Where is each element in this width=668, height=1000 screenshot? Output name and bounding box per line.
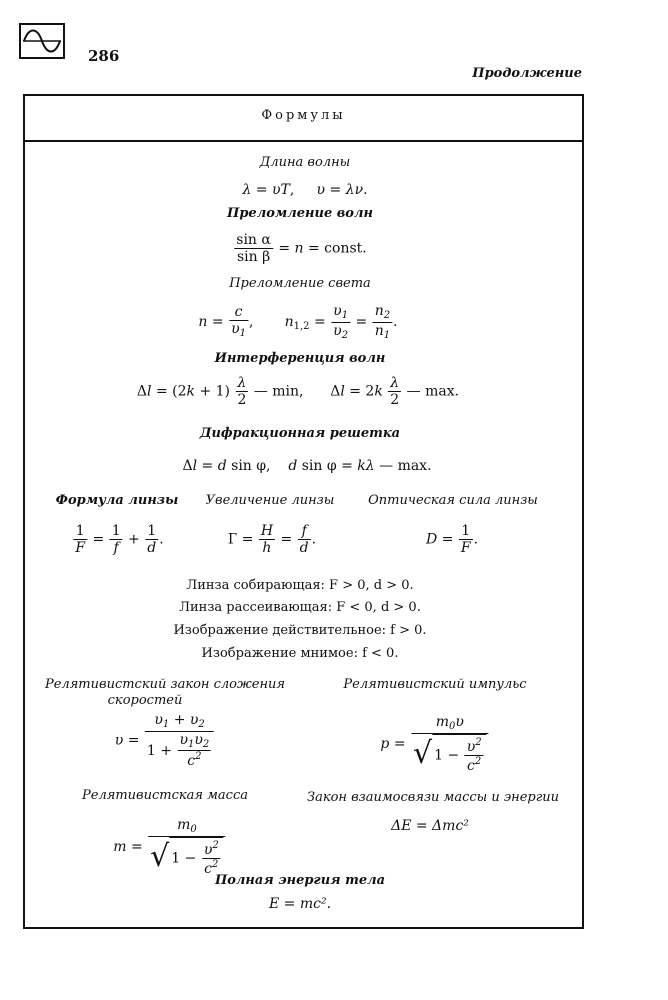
formula-rel-mass: m = $m_0$ √ 1 − $\frac{\upsilon^2}{c^2}$ <box>113 817 226 877</box>
heading-rel-momentum: Релятивистский импульс <box>343 677 527 692</box>
lens-statement: Линза рассеивающая: F < 0, d > 0. <box>179 600 421 615</box>
lens-statement: Линза собирающая: F > 0, d > 0. <box>186 578 414 593</box>
heading-wave-refraction: Преломление волн <box>227 206 373 221</box>
heading-rel-velocity-cont: скоростей <box>107 693 183 708</box>
lens-statement: Изображение мнимое: f < 0. <box>201 646 399 661</box>
heading-lens-formula: Формула линзы <box>55 493 179 508</box>
heading-grating: Дифракционная решетка <box>199 426 401 441</box>
lens-statement: Изображение действительное: f > 0. <box>173 623 427 638</box>
formula-magnification: Г = $\frac{H}{h}$ = $\frac{f}{d}$ . <box>227 523 317 557</box>
continued-label: Продолжение <box>472 66 582 81</box>
heading-interference: Интерференция волн <box>214 351 386 366</box>
formula-grating: Δl = d sin φ, d sin φ = kλ — max. <box>182 458 432 474</box>
formula-mass-energy: ΔE = Δmc² <box>391 818 469 834</box>
formula-optical-power: D = $\frac{1}{F}$ . <box>425 523 479 557</box>
heading-optical-power: Оптическая сила линзы <box>368 493 538 508</box>
heading-magnification: Увеличение линзы <box>205 493 335 508</box>
formula-wave-refraction: $\frac{\text{sin α}}{\text{sin β}}$ = n = const. <box>236 232 367 266</box>
formula-total-energy: E = mc². <box>268 896 332 912</box>
formula-rel-momentum: p = $m_0\upsilon$ √ 1 − $\frac{\upsilon^2}{c^2}$ <box>380 714 489 774</box>
column-title: Формулы <box>261 108 346 123</box>
heading-total-energy: Полная энергия тела <box>214 873 386 888</box>
heading-mass-energy: Закон взаимосвязи массы и энергии <box>306 790 560 805</box>
heading-light-refraction: Преломление света <box>229 276 371 291</box>
formula-light-refraction: n = $\frac{c}{\upsilon_1}$ , $n_{1,2}$ = $\frac{\upsilon_1}{\upsilon_2}$ = $\frac{n_2}{n_1}$ . <box>198 303 398 341</box>
formula-wavelength: λ = υT, υ = λν. <box>242 182 368 198</box>
formula-rel-velocity: υ = $\upsilon_1 + \upsilon_2$ 1 + $\frac{\upsilon_1\upsilon_2}{c^2}$ <box>115 712 215 769</box>
formula-lens: $\frac{1}{F}$ = $\frac{1}{f}$ + $\frac{1}{d}$ . <box>75 523 164 557</box>
heading-rel-mass: Релятивистская масса <box>82 788 248 803</box>
page-number: 286 <box>88 47 120 65</box>
header-divider <box>23 140 584 142</box>
sine-wave-logo-icon <box>19 23 65 59</box>
heading-rel-velocity: Релятивистский закон сложения <box>44 677 286 692</box>
heading-wavelength: Длина волны <box>259 155 351 170</box>
formula-interference: Δl = (2k + 1) $\frac{\lambda}{2}$ — min, Δl = 2k $\frac{\lambda}{2}$ — max. <box>136 375 460 409</box>
